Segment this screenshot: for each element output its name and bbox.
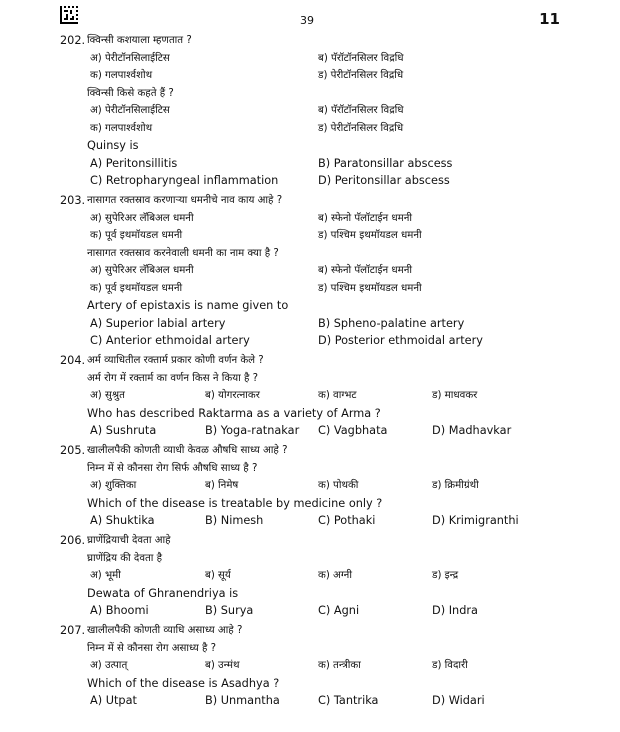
option-row: [60, 50, 560, 68]
option: D) Posterior ethmoidal artery: [318, 334, 483, 347]
question-text: घ्राणेंद्रिय की देवता है: [87, 552, 163, 564]
option: ब) स्फेनो पॅलॉटाईन धमनी: [318, 212, 413, 224]
option: A) Shuktika: [90, 514, 155, 527]
option: अ) शुक्तिका: [90, 480, 137, 491]
question-line: [60, 495, 560, 513]
option: B) Surya: [205, 604, 254, 617]
option: ड) क्रिमीग्रंथी: [432, 480, 479, 491]
question-number: 205.: [60, 444, 86, 457]
question-text: Dewata of Ghranendriya is: [87, 586, 239, 600]
option: अ) पेरीटॉनसिलाईटिस: [90, 52, 170, 64]
option: क) गलपार्श्वशोथ: [90, 70, 153, 81]
option-row: [60, 387, 560, 405]
option: ब) निमेष: [205, 480, 239, 491]
question-line: [60, 297, 560, 315]
question-line: [60, 405, 560, 423]
option-row: [60, 102, 560, 120]
question-text: नासागत रक्तस्राव करणाऱ्या धमनीचे नाव काय आहे ?: [87, 195, 283, 206]
option: A) Sushruta: [90, 424, 157, 437]
question-text: Quinsy is: [87, 139, 139, 152]
question-text: खालीलपैकी कोणती व्याधी केवळ औषधि साध्य आहे ?: [87, 445, 288, 456]
option: ब) योगरत्नाकर: [205, 390, 260, 401]
question-line: [60, 192, 560, 210]
option-row: [60, 262, 560, 280]
question-text: अर्म व्याधितील रक्तार्म प्रकार कोणी वर्णन केले ?: [87, 355, 264, 366]
option-row: [60, 567, 560, 585]
question-text: खालीलपैकी कोणती व्याधि असाध्य आहे ?: [87, 625, 243, 636]
option: अ) सुपेरिअर लॅबिअल धमनी: [90, 212, 194, 224]
option-row: [60, 155, 560, 173]
option: ड) पश्चिम इथमॉयडल धमनी: [318, 282, 422, 294]
option-row: [60, 210, 560, 228]
option: क) तन्त्रीका: [318, 660, 361, 671]
question-206: [60, 532, 560, 620]
option: C) Anterior ethmoidal artery: [90, 334, 250, 347]
page-number: 39: [300, 14, 314, 27]
option: D) Krimigranthi: [432, 514, 519, 527]
option: अ) सुश्रुत: [90, 390, 125, 401]
datamatrix-code-icon: [60, 6, 78, 24]
option: C) Retropharyngeal inflammation: [90, 174, 279, 187]
option-row: [60, 692, 560, 710]
question-line: [60, 550, 560, 568]
question-number: 202.: [60, 34, 86, 47]
option: अ) पेरीटॉनसिलाईटिस: [90, 105, 170, 116]
option: C) Vagbhata: [318, 424, 388, 437]
option: अ) सुपेरिअर लॅबिअल धमनी: [90, 265, 194, 276]
question-line: [60, 245, 560, 263]
question-text: क्विन्सी कशयाला म्हणतात ?: [87, 35, 192, 46]
option: क) पूर्व इथमॉयडल धमनी: [90, 282, 183, 294]
option: ड) पश्चिम इथमॉयडल धमनी: [318, 230, 422, 241]
question-text: Who has described Raktarma as a variety of Arma ?: [87, 406, 381, 420]
option: ब) पॅरॉटॉनसिलर विद्रधि: [318, 105, 404, 116]
question-line: [60, 640, 560, 658]
option: D) Widari: [432, 694, 485, 707]
option: A) Utpat: [90, 694, 137, 707]
option: D) Indra: [432, 604, 478, 617]
question-number: 207.: [60, 624, 86, 637]
option: B) Spheno-palatine artery: [318, 316, 465, 330]
question-line: [60, 585, 560, 603]
option: B) Nimesh: [205, 514, 264, 527]
option: ड) माधवकर: [432, 390, 478, 401]
option: A) Superior labial artery: [90, 316, 226, 330]
option: क) पूर्व इथमॉयडल धमनी: [90, 230, 183, 241]
option-row: [60, 602, 560, 620]
option-row: [60, 332, 560, 350]
question-207: [60, 622, 560, 710]
question-text: निम्न में से कौनसा रोग सिर्फ औषधि साध्य है ?: [87, 462, 258, 474]
question-203: [60, 192, 560, 350]
question-number: 206.: [60, 534, 86, 547]
question-line: [60, 32, 560, 50]
option: D) Peritonsillar abscess: [318, 174, 450, 187]
option-row: [60, 120, 560, 138]
question-line: [60, 460, 560, 478]
question-text: निम्न में से कौनसा रोग असाध्य है ?: [87, 642, 217, 654]
option: क) पोथकी: [318, 480, 359, 491]
option: ड) इन्द्र: [432, 570, 459, 581]
option-row: [60, 227, 560, 245]
option-row: [60, 67, 560, 85]
option-row: [60, 280, 560, 298]
option: क) गलपार्श्वशोथ: [90, 122, 153, 134]
option: ड) विदारी: [432, 660, 468, 671]
question-text: अर्म रोग में रक्तार्म का वर्णन किस ने किया है ?: [87, 372, 259, 384]
question-text: Artery of epistaxis is name given to: [87, 299, 289, 312]
option: ब) स्फेनो पॅलॉटाईन धमनी: [318, 265, 413, 276]
option: क) अग्नी: [318, 570, 352, 581]
question-line: [60, 137, 560, 155]
option: D) Madhavkar: [432, 424, 512, 437]
question-line: [60, 85, 560, 103]
question-line: [60, 622, 560, 640]
option-row: [60, 172, 560, 190]
option-row: [60, 477, 560, 495]
question-text: घ्राणेंद्रियाची देवता आहे: [87, 535, 171, 546]
option: A) Bhoomi: [90, 604, 149, 617]
question-text: नासागत रक्तस्राव करनेवाली धमनी का नाम क्या है ?: [87, 247, 279, 259]
question-line: [60, 675, 560, 693]
question-text: Which of the disease is treatable by medicine only ?: [87, 496, 383, 510]
question-number: 204.: [60, 354, 86, 367]
question-line: [60, 352, 560, 370]
option: ब) पॅरॉटॉनसिलर विद्रधि: [318, 52, 404, 64]
option-row: [60, 512, 560, 530]
option: अ) उत्पात्: [90, 660, 128, 671]
option: C) Agni: [318, 604, 360, 617]
question-text: क्विन्सी किसे कहते हैं ?: [87, 87, 174, 99]
option: B) Paratonsillar abscess: [318, 156, 453, 170]
option: A) Peritonsillitis: [90, 156, 178, 170]
question-text: Which of the disease is Asadhya ?: [87, 676, 280, 690]
option: क) वाग्भट: [318, 390, 357, 401]
option: ड) पेरीटॉनसिलर विद्रधि: [318, 70, 404, 81]
question-204: [60, 352, 560, 440]
option: C) Pothaki: [318, 514, 376, 527]
question-line: [60, 442, 560, 460]
option: B) Yoga-ratnakar: [205, 424, 300, 437]
option-row: [60, 315, 560, 333]
option-row: [60, 657, 560, 675]
option: ब) उन्मंथ: [205, 660, 240, 671]
question-205: [60, 442, 560, 530]
option: ब) सूर्य: [205, 570, 231, 581]
question-202: [60, 32, 560, 190]
option-row: [60, 422, 560, 440]
option: ड) पेरीटॉनसिलर विद्रधि: [318, 122, 404, 134]
question-number: 203.: [60, 194, 86, 207]
question-line: [60, 532, 560, 550]
sheet-number: 11: [539, 10, 560, 28]
option: C) Tantrika: [318, 694, 379, 707]
option: अ) भूमी: [90, 570, 121, 581]
question-line: [60, 370, 560, 388]
option: B) Unmantha: [205, 694, 280, 707]
